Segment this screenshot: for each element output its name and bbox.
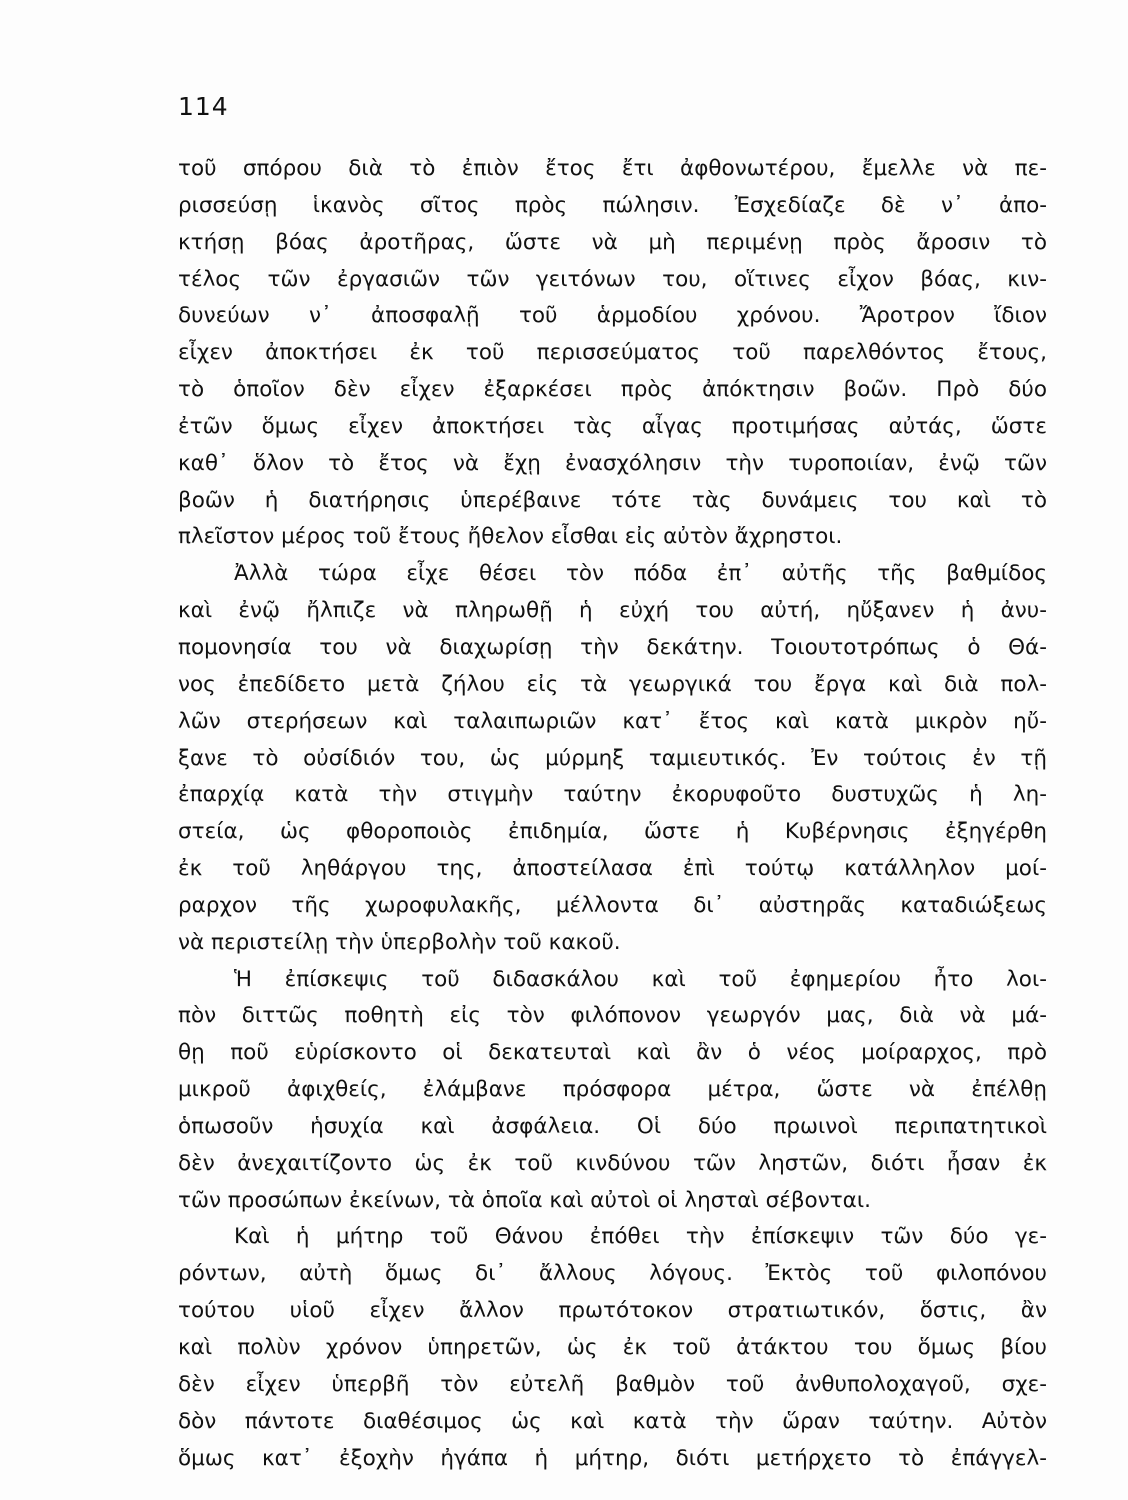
text-line: στεία, ὡς φθοροποιὸς ἐπιδημία, ὥστε ἡ Κυβέρνησις ἐξηγέρθη bbox=[178, 819, 1047, 845]
text-line: ρόντων, αὐτὴ ὅμως δι᾿ ἄλλους λόγους. Ἐκτὸς τοῦ φιλοπόνου bbox=[178, 1261, 1047, 1287]
text-line: δὸν πάντοτε διαθέσιμος ὡς καὶ κατὰ τὴν ὥραν ταύτην. Αὐτὸν bbox=[178, 1408, 1047, 1434]
text-line: πομονησία του νὰ διαχωρίσῃ τὴν δεκάτην. Τοιουτοτρόπως ὁ Θά- bbox=[178, 634, 1047, 660]
text-line: λῶν στερήσεων καὶ ταλαιπωριῶν κατ᾿ ἔτος καὶ κατὰ μικρὸν ηὔ- bbox=[178, 708, 1047, 734]
body-text bbox=[178, 151, 1047, 1477]
text-line: τέλος τῶν ἐργασιῶν τῶν γειτόνων του, οἵτινες εἶχον βόας, κιν- bbox=[178, 266, 1047, 292]
text-line: τούτου υἱοῦ εἶχεν ἄλλον πρωτότοκον στρατιωτικόν, ὅστις, ἂν bbox=[178, 1298, 1047, 1324]
text-line: Ἀλλὰ τώρα εἶχε θέσει τὸν πόδα ἐπ᾿ αὐτῆς τῆς βαθμίδος bbox=[234, 561, 1047, 587]
text-line: Καὶ ἡ μήτηρ τοῦ Θάνου ἐπόθει τὴν ἐπίσκεψιν τῶν δύο γε- bbox=[234, 1224, 1047, 1250]
text-line: τὸ ὁποῖον δὲν εἶχεν ἐξαρκέσει πρὸς ἀπόκτησιν βοῶν. Πρὸ δύο bbox=[178, 377, 1047, 403]
text-line: ξανε τὸ οὐσίδιόν του, ὡς μύρμηξ ταμιευτικός. Ἐν τούτοις ἐν τῇ bbox=[178, 745, 1047, 771]
text-line: νος ἐπεδίδετο μετὰ ζήλου εἰς τὰ γεωργικά του ἔργα καὶ διὰ πολ- bbox=[178, 671, 1047, 697]
text-line: εἶχεν ἀποκτήσει ἐκ τοῦ περισσεύματος τοῦ παρελθόντος ἔτους, bbox=[178, 340, 1047, 366]
text-line: ἐτῶν ὅμως εἶχεν ἀποκτήσει τὰς αἶγας προτιμήσας αὐτάς, ὥστε bbox=[178, 413, 1047, 439]
text-line: τοῦ σπόρου διὰ τὸ ἐπιὸν ἔτος ἔτι ἀφθονωτέρου, ἔμελλε νὰ πε- bbox=[178, 156, 1047, 181]
text-line: καθ᾿ ὅλον τὸ ἔτος νὰ ἔχῃ ἐνασχόλησιν τὴν τυροποιίαν, ἐνῷ τῶν bbox=[178, 450, 1047, 476]
text-line: πλεῖστον μέρος τοῦ ἔτους ἤθελον εἶσθαι εἰς αὐτὸν ἄχρηστοι. bbox=[178, 524, 843, 550]
text-line: τῶν προσώπων ἐκείνων, τὰ ὁποῖα καὶ αὐτοὶ οἱ λησταὶ σέβονται. bbox=[178, 1187, 871, 1213]
text-line: ὁπωσοῦν ἡσυχία καὶ ἀσφάλεια. Οἱ δύο πρωινοὶ περιπατητικοὶ bbox=[178, 1113, 1047, 1139]
text-line: δὲν ἀνεχαιτίζοντο ὡς ἐκ τοῦ κινδύνου τῶν ληστῶν, διότι ἦσαν ἐκ bbox=[178, 1150, 1047, 1176]
text-line: δυνεύων ν᾿ ἀποσφαλῇ τοῦ ἁρμοδίου χρόνου. Ἄροτρον ἴδιον bbox=[178, 303, 1047, 329]
text-line: μικροῦ ἀφιχθείς, ἐλάμβανε πρόσφορα μέτρα, ὥστε νὰ ἐπέλθῃ bbox=[178, 1077, 1047, 1103]
text-line: καὶ πολὺν χρόνον ὑπηρετῶν, ὡς ἐκ τοῦ ἀτάκτου του ὅμως βίου bbox=[178, 1335, 1047, 1360]
text-line: βοῶν ἡ διατήρησις ὑπερέβαινε τότε τὰς δυνάμεις του καὶ τὸ bbox=[178, 487, 1047, 513]
page-number: 114 bbox=[178, 92, 229, 121]
text-line: ρισσεύσῃ ἱκανὸς σῖτος πρὸς πώλησιν. Ἐσχεδίαζε δὲ ν᾿ ἀπο- bbox=[178, 192, 1047, 218]
text-line: ἐκ τοῦ ληθάργου της, ἀποστείλασα ἐπὶ τούτῳ κατάλληλον μοί- bbox=[178, 856, 1047, 882]
text-line: πὸν διττῶς ποθητὴ εἰς τὸν φιλόπονον γεωργόν μας, διὰ νὰ μά- bbox=[178, 1003, 1047, 1029]
text-line: καὶ ἐνῷ ἤλπιζε νὰ πληρωθῇ ἡ εὐχή του αὐτή, ηὔξανεν ἡ ἀνυ- bbox=[178, 598, 1047, 624]
text-line: νὰ περιστείλῃ τὴν ὑπερβολὴν τοῦ κακοῦ. bbox=[178, 929, 621, 955]
text-line: ἐπαρχίᾳ κατὰ τὴν στιγμὴν ταύτην ἐκορυφοῦτο δυστυχῶς ἡ λη- bbox=[178, 782, 1047, 808]
text-line: Ἡ ἐπίσκεψις τοῦ διδασκάλου καὶ τοῦ ἐφημερίου ἦτο λοι- bbox=[234, 966, 1047, 992]
text-line: δὲν εἶχεν ὑπερβῆ τὸν εὐτελῆ βαθμὸν τοῦ ἀνθυπολοχαγοῦ, σχε- bbox=[178, 1371, 1047, 1397]
text-line: κτήσῃ βόας ἀροτῆρας, ὥστε νὰ μὴ περιμένῃ πρὸς ἄροσιν τὸ bbox=[178, 229, 1047, 255]
text-line: ραρχον τῆς χωροφυλακῆς, μέλλοντα δι᾿ αὐστηρᾶς καταδιώξεως bbox=[178, 892, 1047, 918]
text-line: ὅμως κατ᾿ ἐξοχὴν ἠγάπα ἡ μήτηρ, διότι μετήρχετο τὸ ἐπάγγελ- bbox=[178, 1445, 1047, 1471]
text-line: θῃ ποῦ εὑρίσκοντο οἱ δεκατευταὶ καὶ ἂν ὁ νέος μοίραρχος, πρὸ bbox=[178, 1040, 1047, 1066]
